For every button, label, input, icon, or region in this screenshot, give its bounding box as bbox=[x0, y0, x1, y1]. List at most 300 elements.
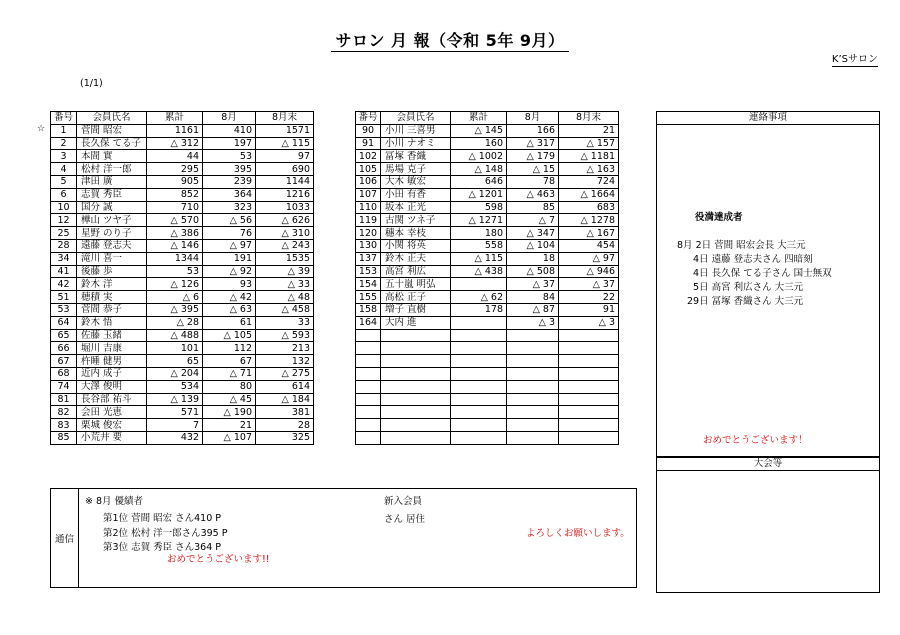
new-member-entry: さん 居住 bbox=[384, 514, 426, 525]
member-number: 102 bbox=[356, 150, 381, 163]
total-value: 710 bbox=[147, 201, 203, 214]
member-name: 佐藤 玉緒 bbox=[77, 329, 147, 342]
month-end-value: 97 bbox=[256, 150, 314, 163]
total-value: △ 62 bbox=[451, 291, 507, 304]
member-name: 菅間 恭子 bbox=[77, 303, 147, 316]
table-row bbox=[51, 150, 314, 163]
notice-item: 4日 長久保 てる子さん 国士無双 bbox=[693, 268, 832, 279]
column-header: 会員氏名 bbox=[77, 112, 147, 125]
month-value: △ 105 bbox=[203, 329, 256, 342]
member-number: 25 bbox=[51, 227, 77, 240]
member-name: 堀川 吉康 bbox=[77, 342, 147, 355]
member-name: 坂本 正光 bbox=[381, 201, 451, 214]
month-value: △ 347 bbox=[507, 227, 559, 240]
month-value: △ 104 bbox=[507, 239, 559, 252]
table-row bbox=[356, 329, 619, 342]
total-value: △ 570 bbox=[147, 214, 203, 227]
table-row bbox=[356, 406, 619, 419]
member-number: 10 bbox=[51, 201, 77, 214]
member-number: 2 bbox=[51, 137, 77, 150]
month-value: △ 7 bbox=[507, 214, 559, 227]
winner-entry: 第2位 松村 洋一郎さん395 P bbox=[103, 528, 228, 539]
member-number: 5 bbox=[51, 175, 77, 188]
total-value: 44 bbox=[147, 150, 203, 163]
month-value: 67 bbox=[203, 355, 256, 368]
member-number bbox=[356, 329, 381, 342]
month-end-value: 325 bbox=[256, 431, 314, 444]
month-end-value: △ 1278 bbox=[559, 214, 619, 227]
month-end-value: △ 39 bbox=[256, 265, 314, 278]
month-value: 21 bbox=[203, 419, 256, 432]
month-end-value bbox=[559, 342, 619, 355]
month-end-value: 381 bbox=[256, 406, 314, 419]
total-value: △ 28 bbox=[147, 316, 203, 329]
month-value bbox=[507, 355, 559, 368]
total-value bbox=[451, 431, 507, 444]
table-row bbox=[356, 201, 619, 214]
month-end-value: △ 626 bbox=[256, 214, 314, 227]
table-row bbox=[51, 431, 314, 444]
month-end-value: △ 167 bbox=[559, 227, 619, 240]
member-name bbox=[381, 355, 451, 368]
month-value: △ 42 bbox=[203, 291, 256, 304]
table-row bbox=[356, 150, 619, 163]
month-end-value: △ 163 bbox=[559, 163, 619, 176]
member-number: 130 bbox=[356, 239, 381, 252]
table-row bbox=[356, 303, 619, 316]
member-number bbox=[356, 367, 381, 380]
table-row bbox=[51, 316, 314, 329]
report-title: サロン 月 報（令和 5年 9月） bbox=[0, 28, 900, 51]
column-header: 番号 bbox=[356, 112, 381, 125]
month-value: 53 bbox=[203, 150, 256, 163]
total-value bbox=[451, 367, 507, 380]
total-value bbox=[451, 393, 507, 406]
month-end-value: 1535 bbox=[256, 252, 314, 265]
month-value: 61 bbox=[203, 316, 256, 329]
month-end-value bbox=[559, 355, 619, 368]
month-end-value: 213 bbox=[256, 342, 314, 355]
total-value: △ 6 bbox=[147, 291, 203, 304]
month-end-value: △ 458 bbox=[256, 303, 314, 316]
notice-item: 4日 遠藤 登志夫さん 四暗刻 bbox=[693, 254, 813, 265]
month-value: △ 45 bbox=[203, 393, 256, 406]
column-header: 番号 bbox=[51, 112, 77, 125]
table-row bbox=[51, 278, 314, 291]
table-row bbox=[51, 367, 314, 380]
month-value bbox=[507, 329, 559, 342]
month-end-value: △ 593 bbox=[256, 329, 314, 342]
new-member-title: 新入会員 bbox=[384, 496, 423, 507]
month-end-value: △ 946 bbox=[559, 265, 619, 278]
member-number: 154 bbox=[356, 278, 381, 291]
month-value: △ 107 bbox=[203, 431, 256, 444]
member-number: 51 bbox=[51, 291, 77, 304]
month-end-value: 28 bbox=[256, 419, 314, 432]
month-value: △ 63 bbox=[203, 303, 256, 316]
member-name: 大内 進 bbox=[381, 316, 451, 329]
month-value bbox=[507, 380, 559, 393]
member-name: 国分 誠 bbox=[77, 201, 147, 214]
member-number: 1 bbox=[51, 124, 77, 137]
notice-item: 8月 2日 菅間 昭宏会長 大三元 bbox=[677, 240, 806, 251]
total-value: △ 386 bbox=[147, 227, 203, 240]
total-value bbox=[451, 380, 507, 393]
member-number: 6 bbox=[51, 188, 77, 201]
total-value: 571 bbox=[147, 406, 203, 419]
member-name: 本間 實 bbox=[77, 150, 147, 163]
month-end-value: △ 37 bbox=[559, 278, 619, 291]
member-name: 後藤 歩 bbox=[77, 265, 147, 278]
month-value: △ 87 bbox=[507, 303, 559, 316]
total-value: 558 bbox=[451, 239, 507, 252]
month-value: 93 bbox=[203, 278, 256, 291]
table-row bbox=[356, 291, 619, 304]
total-value: △ 395 bbox=[147, 303, 203, 316]
total-value bbox=[451, 406, 507, 419]
table-row bbox=[356, 239, 619, 252]
table-row bbox=[51, 419, 314, 432]
month-value bbox=[507, 367, 559, 380]
total-value: △ 139 bbox=[147, 393, 203, 406]
notices-box bbox=[656, 111, 880, 457]
month-end-value: △ 275 bbox=[256, 367, 314, 380]
month-end-value: 454 bbox=[559, 239, 619, 252]
member-name: 高松 正子 bbox=[381, 291, 451, 304]
total-value: 180 bbox=[451, 227, 507, 240]
table-row bbox=[51, 175, 314, 188]
month-end-value: △ 243 bbox=[256, 239, 314, 252]
member-name: 小川 ナオミ bbox=[381, 137, 451, 150]
table-row bbox=[356, 380, 619, 393]
month-value: 78 bbox=[507, 175, 559, 188]
table-row bbox=[356, 227, 619, 240]
month-end-value bbox=[559, 406, 619, 419]
member-name: 増子 直樹 bbox=[381, 303, 451, 316]
member-number: 105 bbox=[356, 163, 381, 176]
notice-item: 29日 冨塚 香織さん 大三元 bbox=[687, 296, 804, 307]
member-name: 松村 洋一郎 bbox=[77, 163, 147, 176]
table-row bbox=[356, 252, 619, 265]
member-name: 星野 のり子 bbox=[77, 227, 147, 240]
member-name bbox=[381, 393, 451, 406]
member-number: 158 bbox=[356, 303, 381, 316]
organization-name: K’Sサロン bbox=[831, 54, 878, 65]
month-value: 197 bbox=[203, 137, 256, 150]
member-number: 3 bbox=[51, 150, 77, 163]
member-number bbox=[356, 355, 381, 368]
member-number: 42 bbox=[51, 278, 77, 291]
table-row bbox=[51, 265, 314, 278]
month-value: 191 bbox=[203, 252, 256, 265]
total-value: 7 bbox=[147, 419, 203, 432]
member-name: 長谷部 祐斗 bbox=[77, 393, 147, 406]
member-name: 穂積 実 bbox=[77, 291, 147, 304]
member-name: 小関 将英 bbox=[381, 239, 451, 252]
total-value: △ 115 bbox=[451, 252, 507, 265]
total-value bbox=[451, 355, 507, 368]
member-number: 67 bbox=[51, 355, 77, 368]
member-number: 137 bbox=[356, 252, 381, 265]
member-name: 菅間 昭宏 bbox=[77, 124, 147, 137]
total-value: △ 438 bbox=[451, 265, 507, 278]
member-name: 志賀 秀臣 bbox=[77, 188, 147, 201]
table-row bbox=[356, 393, 619, 406]
member-number: 83 bbox=[51, 419, 77, 432]
member-number: 106 bbox=[356, 175, 381, 188]
table-row bbox=[51, 227, 314, 240]
column-header: 8月 bbox=[203, 112, 256, 125]
winner-entry: 第3位 志賀 秀臣 さん364 P bbox=[103, 542, 221, 553]
member-number: 110 bbox=[356, 201, 381, 214]
table-row bbox=[51, 124, 314, 137]
month-end-value: △ 97 bbox=[559, 252, 619, 265]
table-row bbox=[51, 137, 314, 150]
notices-header: 連絡事項 bbox=[657, 112, 879, 125]
member-number: 107 bbox=[356, 188, 381, 201]
member-name: 長久保 てる子 bbox=[77, 137, 147, 150]
member-number: 81 bbox=[51, 393, 77, 406]
table-row bbox=[51, 252, 314, 265]
month-end-value: 22 bbox=[559, 291, 619, 304]
page-number: (1/1) bbox=[80, 78, 103, 89]
total-value: △ 126 bbox=[147, 278, 203, 291]
month-value bbox=[507, 342, 559, 355]
member-name: 大木 敏宏 bbox=[381, 175, 451, 188]
member-name: 小荒井 要 bbox=[77, 431, 147, 444]
table-row bbox=[356, 137, 619, 150]
table-row bbox=[51, 291, 314, 304]
member-name: 五十嵐 明弘 bbox=[381, 278, 451, 291]
member-name: 馬場 克子 bbox=[381, 163, 451, 176]
winners-congrats: おめでとうございます!! bbox=[167, 554, 270, 565]
table-row bbox=[51, 393, 314, 406]
total-value: △ 1002 bbox=[451, 150, 507, 163]
total-value: 646 bbox=[451, 175, 507, 188]
member-name: 近内 成子 bbox=[77, 367, 147, 380]
member-name: 小川 三喜男 bbox=[381, 124, 451, 137]
table-row bbox=[51, 342, 314, 355]
member-number: 12 bbox=[51, 214, 77, 227]
month-value: △ 71 bbox=[203, 367, 256, 380]
total-value: 1161 bbox=[147, 124, 203, 137]
month-value: △ 15 bbox=[507, 163, 559, 176]
member-name: 大澤 俊明 bbox=[77, 380, 147, 393]
member-name bbox=[381, 367, 451, 380]
total-value bbox=[451, 419, 507, 432]
table-row bbox=[51, 188, 314, 201]
member-table-right bbox=[355, 111, 619, 445]
total-value: 295 bbox=[147, 163, 203, 176]
month-end-value: △ 1181 bbox=[559, 150, 619, 163]
member-number: 64 bbox=[51, 316, 77, 329]
member-number: 155 bbox=[356, 291, 381, 304]
member-name: 鈴木 悟 bbox=[77, 316, 147, 329]
month-end-value: △ 157 bbox=[559, 137, 619, 150]
member-number: 164 bbox=[356, 316, 381, 329]
member-name bbox=[381, 431, 451, 444]
month-value bbox=[507, 431, 559, 444]
member-name: 冨塚 香織 bbox=[381, 150, 451, 163]
total-value: 534 bbox=[147, 380, 203, 393]
member-name bbox=[381, 342, 451, 355]
member-number bbox=[356, 393, 381, 406]
total-value: △ 146 bbox=[147, 239, 203, 252]
month-value bbox=[507, 406, 559, 419]
month-end-value: 132 bbox=[256, 355, 314, 368]
month-end-value: △ 3 bbox=[559, 316, 619, 329]
total-value: △ 488 bbox=[147, 329, 203, 342]
month-value: 80 bbox=[203, 380, 256, 393]
table-row bbox=[356, 188, 619, 201]
communication-box bbox=[50, 488, 637, 588]
member-name: 杵睡 健男 bbox=[77, 355, 147, 368]
member-number: 74 bbox=[51, 380, 77, 393]
month-value: 18 bbox=[507, 252, 559, 265]
table-row bbox=[356, 342, 619, 355]
member-number: 120 bbox=[356, 227, 381, 240]
member-number: 41 bbox=[51, 265, 77, 278]
member-number bbox=[356, 342, 381, 355]
month-end-value: △ 115 bbox=[256, 137, 314, 150]
member-number bbox=[356, 406, 381, 419]
member-number: 53 bbox=[51, 303, 77, 316]
notice-item: 5日 高宮 利広さん 大三元 bbox=[693, 282, 804, 293]
month-value: 239 bbox=[203, 175, 256, 188]
month-end-value: 91 bbox=[559, 303, 619, 316]
total-value bbox=[451, 316, 507, 329]
member-number: 66 bbox=[51, 342, 77, 355]
table-row bbox=[51, 303, 314, 316]
member-name: 小田 有香 bbox=[381, 188, 451, 201]
total-value bbox=[451, 329, 507, 342]
month-end-value bbox=[559, 367, 619, 380]
month-value: 323 bbox=[203, 201, 256, 214]
month-end-value: 724 bbox=[559, 175, 619, 188]
member-number: 34 bbox=[51, 252, 77, 265]
month-end-value: △ 1664 bbox=[559, 188, 619, 201]
member-name: 会田 光恵 bbox=[77, 406, 147, 419]
column-header: 累計 bbox=[147, 112, 203, 125]
month-value bbox=[507, 419, 559, 432]
total-value: △ 148 bbox=[451, 163, 507, 176]
month-end-value: 1144 bbox=[256, 175, 314, 188]
column-header: 8月 bbox=[507, 112, 559, 125]
table-header-row bbox=[356, 112, 619, 125]
table-row bbox=[356, 367, 619, 380]
month-end-value bbox=[559, 329, 619, 342]
month-value: 76 bbox=[203, 227, 256, 240]
month-end-value: △ 33 bbox=[256, 278, 314, 291]
table-row bbox=[51, 163, 314, 176]
month-end-value: △ 310 bbox=[256, 227, 314, 240]
table-row bbox=[51, 201, 314, 214]
month-end-value: 33 bbox=[256, 316, 314, 329]
member-name: 穗本 幸枝 bbox=[381, 227, 451, 240]
communication-label: 通信 bbox=[51, 489, 79, 587]
member-number: 91 bbox=[356, 137, 381, 150]
star-icon: ☆ bbox=[37, 124, 46, 134]
total-value: △ 1201 bbox=[451, 188, 507, 201]
member-name bbox=[381, 406, 451, 419]
member-number bbox=[356, 431, 381, 444]
total-value: △ 312 bbox=[147, 137, 203, 150]
month-end-value bbox=[559, 380, 619, 393]
table-row bbox=[356, 175, 619, 188]
member-table-left bbox=[50, 111, 314, 445]
total-value: △ 145 bbox=[451, 124, 507, 137]
month-value: △ 463 bbox=[507, 188, 559, 201]
table-row bbox=[356, 124, 619, 137]
member-name: 津田 廣 bbox=[77, 175, 147, 188]
member-name: 滝川 喜一 bbox=[77, 252, 147, 265]
total-value: 53 bbox=[147, 265, 203, 278]
table-row bbox=[51, 214, 314, 227]
member-number: 82 bbox=[51, 406, 77, 419]
month-value: 166 bbox=[507, 124, 559, 137]
table-row bbox=[51, 355, 314, 368]
table-row bbox=[51, 329, 314, 342]
table-row bbox=[356, 355, 619, 368]
member-number: 119 bbox=[356, 214, 381, 227]
total-value: 178 bbox=[451, 303, 507, 316]
month-value: 112 bbox=[203, 342, 256, 355]
month-value: 364 bbox=[203, 188, 256, 201]
month-end-value: 1033 bbox=[256, 201, 314, 214]
month-end-value: 690 bbox=[256, 163, 314, 176]
table-row bbox=[356, 265, 619, 278]
month-value: 410 bbox=[203, 124, 256, 137]
member-name: 栗城 俊宏 bbox=[77, 419, 147, 432]
member-name bbox=[381, 380, 451, 393]
winner-entry: 第1位 菅間 昭宏 さん410 P bbox=[103, 513, 221, 524]
welcome-message: よろしくお願いします。 bbox=[526, 528, 630, 539]
total-value: 432 bbox=[147, 431, 203, 444]
member-name: 鈴木 正夫 bbox=[381, 252, 451, 265]
member-name: 遠藤 登志夫 bbox=[77, 239, 147, 252]
member-number: 65 bbox=[51, 329, 77, 342]
column-header: 会員氏名 bbox=[381, 112, 451, 125]
month-value: 395 bbox=[203, 163, 256, 176]
table-row bbox=[356, 419, 619, 432]
total-value: 852 bbox=[147, 188, 203, 201]
month-end-value: 1571 bbox=[256, 124, 314, 137]
month-value bbox=[507, 393, 559, 406]
table-row bbox=[51, 239, 314, 252]
member-name: 高宮 利広 bbox=[381, 265, 451, 278]
yakuman-title: 役満達成者 bbox=[695, 212, 743, 223]
member-number: 153 bbox=[356, 265, 381, 278]
month-end-value bbox=[559, 431, 619, 444]
month-end-value: 683 bbox=[559, 201, 619, 214]
total-value: 101 bbox=[147, 342, 203, 355]
tournament-box bbox=[656, 457, 880, 593]
month-value: △ 508 bbox=[507, 265, 559, 278]
member-name: 古関 ツネ子 bbox=[381, 214, 451, 227]
total-value: 160 bbox=[451, 137, 507, 150]
month-value: △ 92 bbox=[203, 265, 256, 278]
winners-title: ※ 8月 優績者 bbox=[85, 496, 144, 507]
total-value: △ 1271 bbox=[451, 214, 507, 227]
month-value: △ 179 bbox=[507, 150, 559, 163]
tournament-header: 大会等 bbox=[657, 458, 879, 471]
total-value: 905 bbox=[147, 175, 203, 188]
month-value: 85 bbox=[507, 201, 559, 214]
table-row bbox=[356, 431, 619, 444]
month-end-value bbox=[559, 393, 619, 406]
month-value: △ 190 bbox=[203, 406, 256, 419]
table-row bbox=[51, 380, 314, 393]
